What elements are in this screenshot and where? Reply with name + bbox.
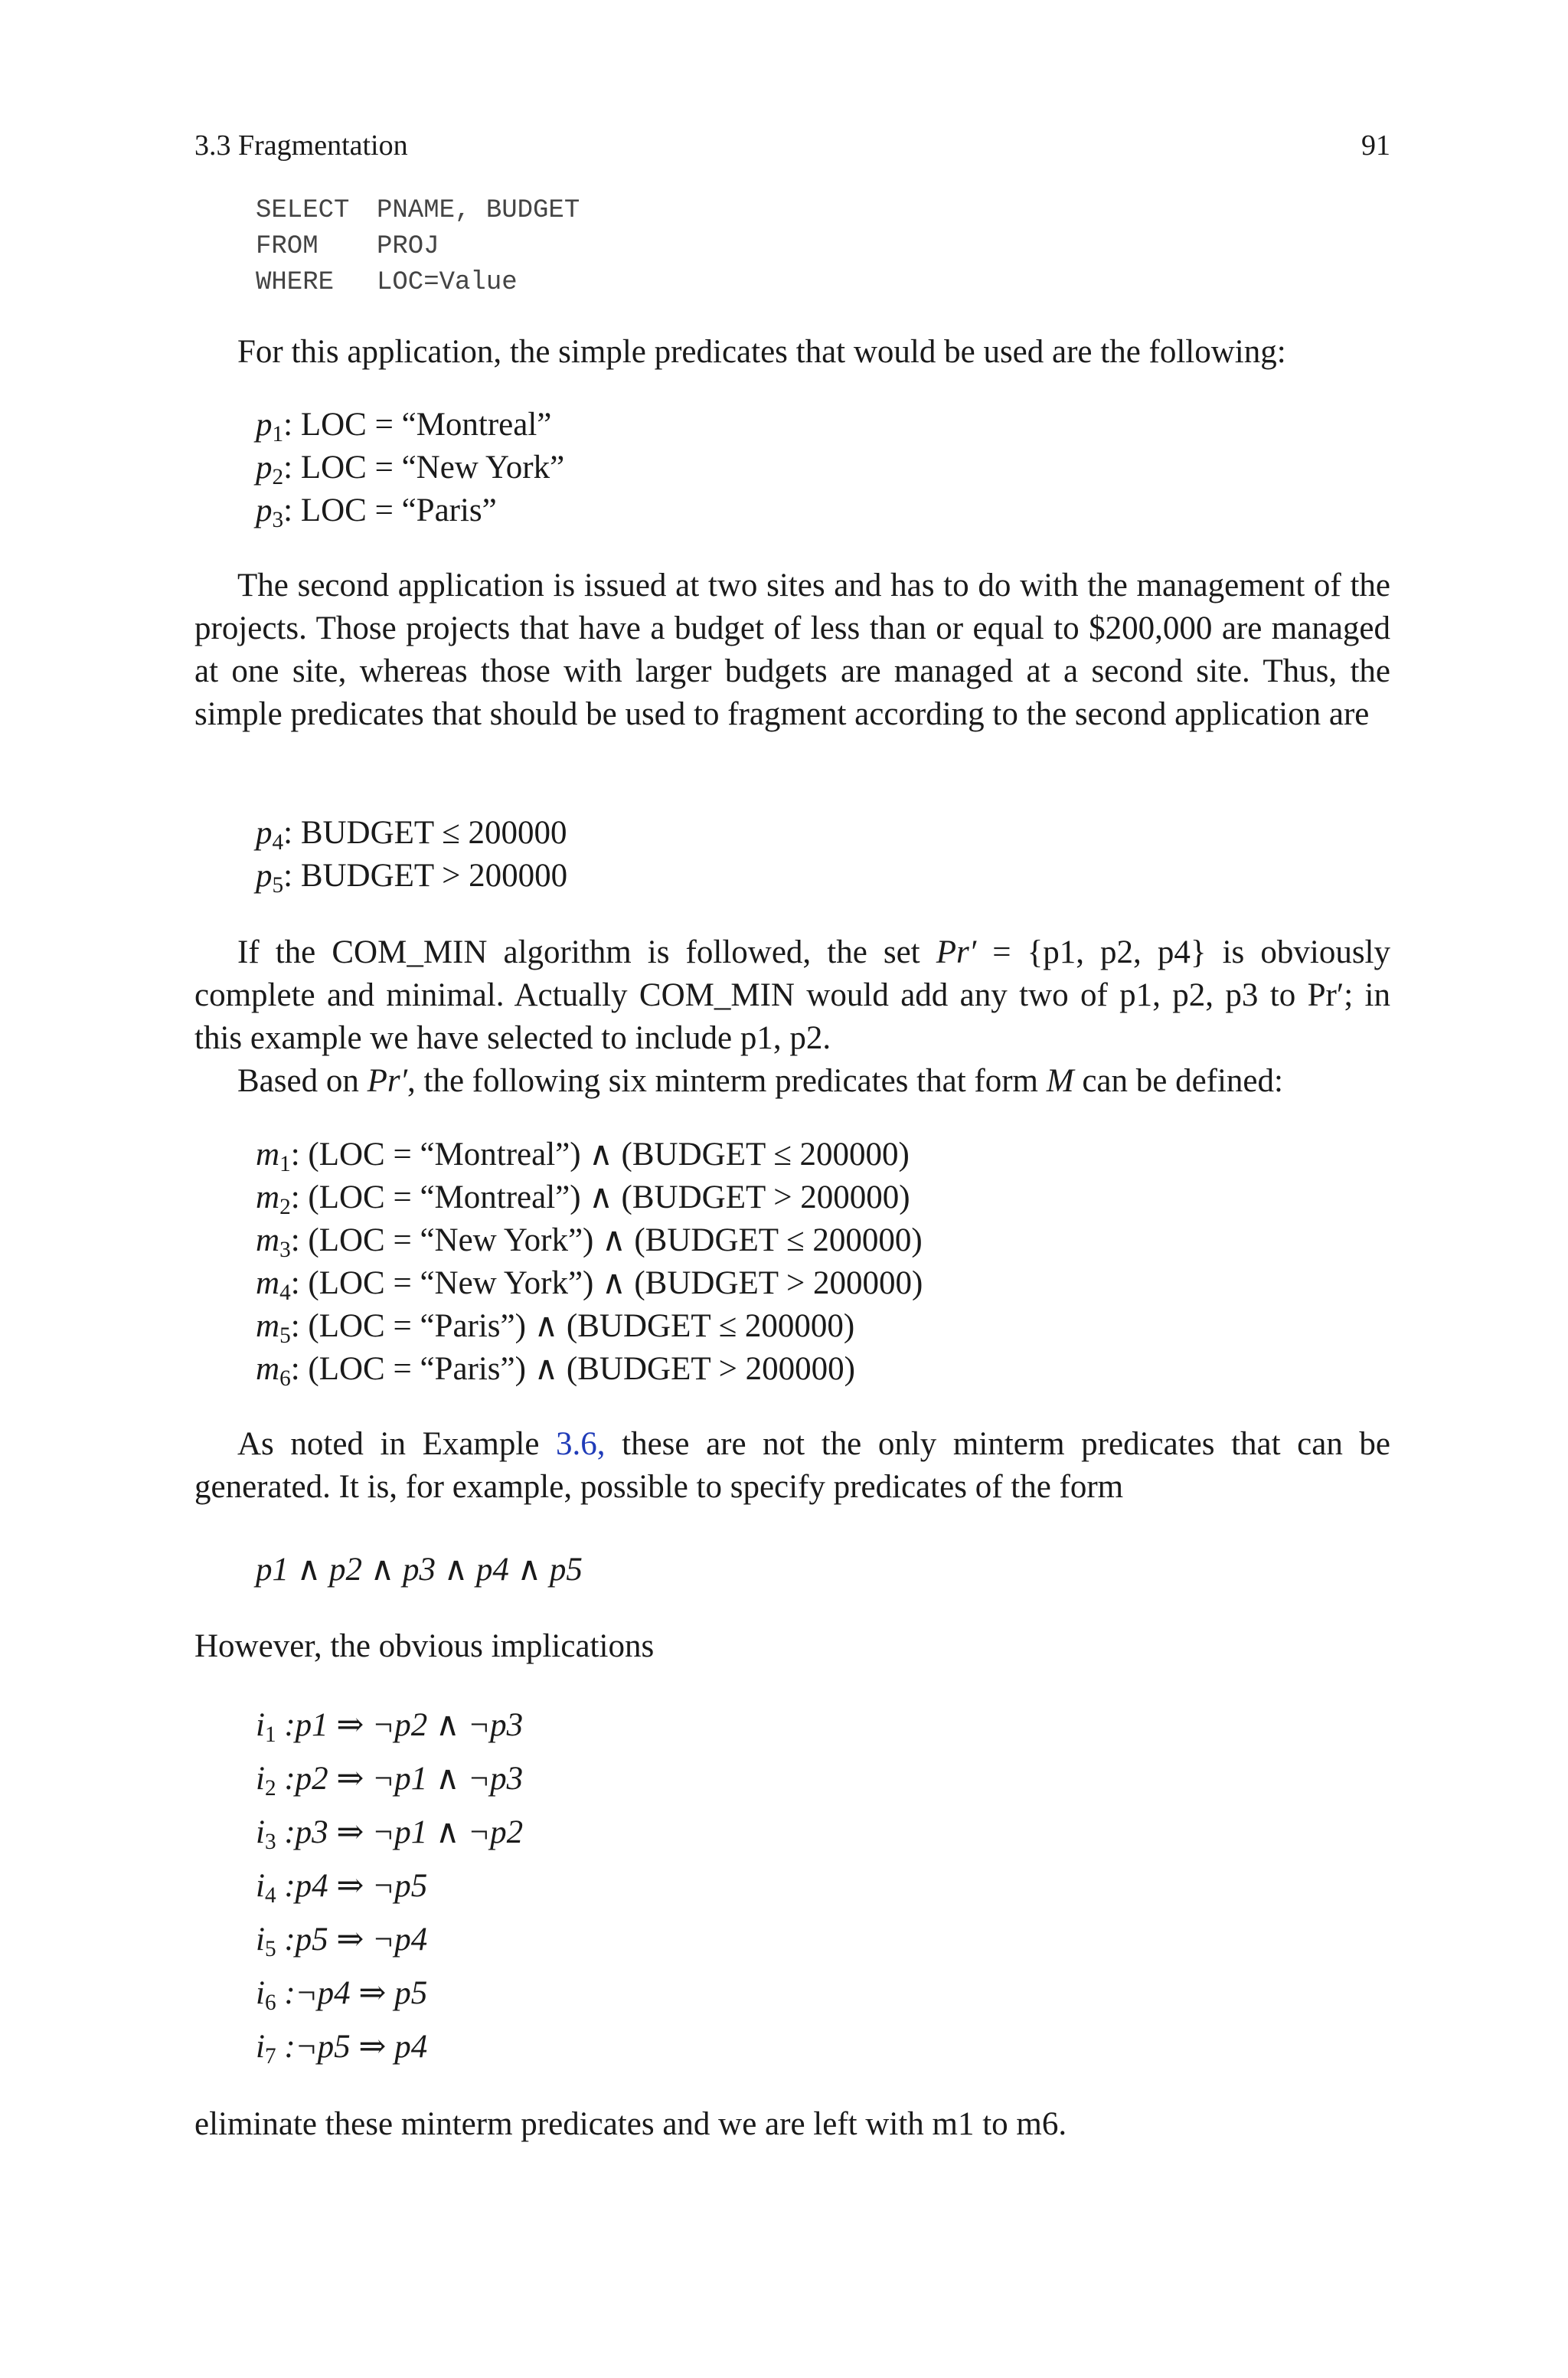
paragraph-com-min: If the COM_MIN algorithm is followed, the set Pr′ = {p1, p2, p4} is obviously complete and minimal. Actually COM_MIN would add any two of p1, p2, p3 to Pr′; in this example we have selected to include p1, p2. xyxy=(194,934,1391,1056)
implication-line: $i_2$ :p2 ⇒ ¬p1 ∧ ¬p3 xyxy=(256,1761,524,1801)
sql-line xyxy=(256,193,580,229)
conjunction-formula: p1 ∧ p2 ∧ p3 ∧ p4 ∧ p5 xyxy=(256,1552,583,1588)
sql-clause: PNAME, BUDGET xyxy=(377,196,580,225)
running-head xyxy=(194,127,1390,164)
budget-predicates xyxy=(256,812,567,898)
implication-line: $i_6$ :¬p4 ⇒ p5 xyxy=(256,1975,428,2016)
minterm-line: $m_6$: (LOC = “Paris”) ∧ (BUDGET > 200000) xyxy=(256,1351,855,1392)
paragraph-example-reference: As noted in Example 3.6, these are not the only minterm predicates that can be generated. It is, for example, possible to specify predicates of the form xyxy=(194,1426,1391,1505)
implication-line: $i_4$ :p4 ⇒ ¬p5 xyxy=(256,1868,428,1909)
paragraph-second-application: The second application is issued at two sites and has to do with the management of the projects. Those projects that have a budget of less than or equal to $200,000 are managed at one site, whereas those with larger budgets are managed at a second site. Thus, the simple predicates that should be used to fragment according to the second application are xyxy=(194,568,1390,732)
minterm-list xyxy=(256,1133,923,1391)
minterm-line: $m_5$: (LOC = “Paris”) ∧ (BUDGET ≤ 200000) xyxy=(256,1308,855,1349)
minterm-line: $m_4$: (LOC = “New York”) ∧ (BUDGET > 200000) xyxy=(256,1265,923,1306)
sql-clause: LOC=Value xyxy=(377,268,518,297)
implication-line: $i_7$ :¬p5 ⇒ p4 xyxy=(256,2029,428,2069)
sql-keyword: FROM xyxy=(256,232,318,261)
example-3-6-link[interactable]: 3.6, xyxy=(556,1426,606,1462)
implication-line: $i_1$ :p1 ⇒ ¬p2 ∧ ¬p3 xyxy=(256,1707,524,1748)
sql-clause: PROJ xyxy=(377,232,439,261)
predicate-line: $p_3$: LOC = “Paris” xyxy=(256,492,497,533)
sql-keyword: SELECT xyxy=(256,196,350,225)
implication-line: $i_3$ :p3 ⇒ ¬p1 ∧ ¬p2 xyxy=(256,1814,524,1855)
section-title: 3.3 Fragmentation xyxy=(194,129,408,162)
minterm-line: $m_2$: (LOC = “Montreal”) ∧ (BUDGET > 200000) xyxy=(256,1179,910,1220)
sql-keyword: WHERE xyxy=(256,268,335,297)
implication-line: $i_5$ :p5 ⇒ ¬p4 xyxy=(256,1922,428,1962)
sql-line xyxy=(256,265,580,301)
paragraph-conclusion: eliminate these minterm predicates and we are left with m1 to m6. xyxy=(194,2106,1067,2142)
paragraph-simple-predicates: For this application, the simple predicates that would be used are the following: xyxy=(237,334,1286,370)
paragraph-implications-intro: However, the obvious implications xyxy=(194,1628,655,1664)
predicate-line: $p_5$: BUDGET > 200000 xyxy=(256,858,568,898)
location-predicates xyxy=(256,404,564,532)
predicate-line: $p_4$: BUDGET ≤ 200000 xyxy=(256,815,567,855)
minterm-line: $m_1$: (LOC = “Montreal”) ∧ (BUDGET ≤ 200000) xyxy=(256,1137,910,1177)
implication-list xyxy=(256,1699,523,2074)
sql-query xyxy=(256,193,580,301)
predicate-line: $p_2$: LOC = “New York” xyxy=(256,450,565,490)
paragraph-minterms-intro: Based on Pr′, the following six minterm predicates that form M can be defined: xyxy=(237,1063,1283,1099)
page-number: 91 xyxy=(1361,129,1390,162)
sql-line xyxy=(256,229,580,265)
minterm-line: $m_3$: (LOC = “New York”) ∧ (BUDGET ≤ 200000) xyxy=(256,1222,923,1263)
predicate-line: $p_1$: LOC = “Montreal” xyxy=(256,407,552,447)
